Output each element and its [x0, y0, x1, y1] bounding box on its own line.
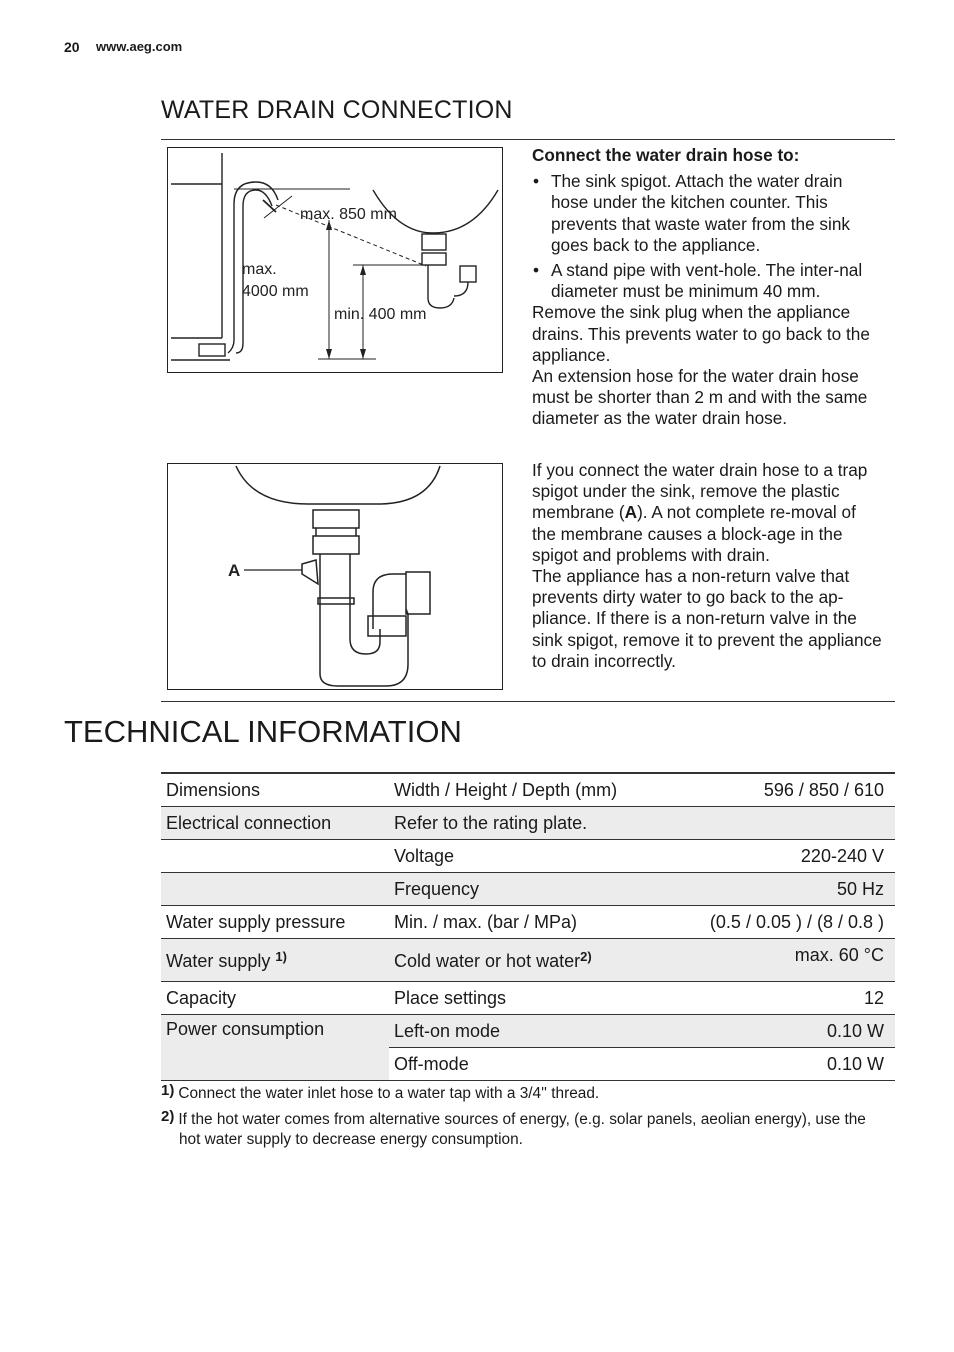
drain-height-figure: [167, 147, 503, 373]
drain-options-list: [532, 171, 884, 302]
footnote-ref-2[interactable]: 2): [580, 948, 592, 964]
non-return-valve-paragraph: The appliance has a non-return valve that prevents dirty water to go back to the ap-pliance. If there is a non-return valve in the sink spigot, remove it to prevent the appliance to drain incorrectly.: [532, 566, 882, 671]
footnote-2: 2) If the hot water comes from alternative sources of energy, (e.g. solar panels, aeolian energy), use the hot water supply to decrease energy consumption.: [161, 1108, 866, 1148]
min-400-label: min. 400 mm: [334, 306, 427, 323]
section-top-rule: [161, 139, 895, 140]
page-number: 20: [64, 39, 80, 55]
drain-height-illustration: [168, 148, 502, 372]
table-row: Frequency 50 Hz: [161, 873, 895, 906]
list-item: • A stand pipe with vent-hole. The inter-nal diameter must be minimum 40 mm.: [532, 260, 884, 302]
membrane-instructions: [532, 460, 884, 672]
max-4000-label-line1: max.: [242, 261, 277, 278]
list-item: • The sink spigot. Attach the water drain hose under the kitchen counter. This prevents that waste water from the sink goes back to the appliance.: [532, 171, 884, 256]
drain-instructions: [532, 145, 884, 430]
table-row: Electrical connection Refer to the rating plate.: [161, 807, 895, 840]
trap-spigot-illustration: [168, 464, 502, 689]
table-row: Water supply pressure Min. / max. (bar / MPa) (0.5 / 0.05 ) / (8 / 0.8 ): [161, 906, 895, 939]
table-row: Water supply $^{1)}$ Cold water or hot water$^{2)}$ max. 60 °C: [161, 939, 895, 982]
table-row: Power consumption Left-on mode 0.10 W: [161, 1015, 895, 1048]
trap-spigot-figure: [167, 463, 503, 690]
table-row: Capacity Place settings 12: [161, 982, 895, 1015]
table-row: Dimensions Width / Height / Depth (mm) 596 / 850 / 610: [161, 773, 895, 807]
section-title-technical: TECHNICAL INFORMATION: [64, 714, 462, 749]
section-bottom-rule: [161, 701, 895, 702]
table-row: Off-mode 0.10 W: [161, 1048, 895, 1081]
table-row: Voltage 220-240 V: [161, 840, 895, 873]
max-4000-label-line2: 4000 mm: [242, 283, 309, 300]
max-850-label: max. 850 mm: [300, 206, 397, 223]
membrane-label-a: A: [228, 561, 241, 580]
extension-hose-paragraph: An extension hose for the water drain hose must be shorter than 2 m and with the same diameter as the water drain hose.: [532, 366, 868, 429]
footnote-1: 1) Connect the water inlet hose to a water tap with a 3/4'' thread.: [161, 1082, 600, 1102]
footnote-ref-1[interactable]: 1): [275, 948, 287, 964]
technical-table: [161, 772, 895, 1081]
drain-intro: Connect the water drain hose to:: [532, 145, 800, 165]
website-url: www.aeg.com: [96, 39, 183, 54]
sink-plug-paragraph: Remove the sink plug when the appliance drains. This prevents water to go back to the appliance.: [532, 302, 870, 365]
section-title-water-drain: WATER DRAIN CONNECTION: [161, 96, 513, 124]
membrane-paragraph: If you connect the water drain hose to a trap spigot under the sink, remove the plastic membrane (A). A not complete re-moval of the membrane causes a block-age in the spigot and problems with drain.: [532, 460, 868, 565]
